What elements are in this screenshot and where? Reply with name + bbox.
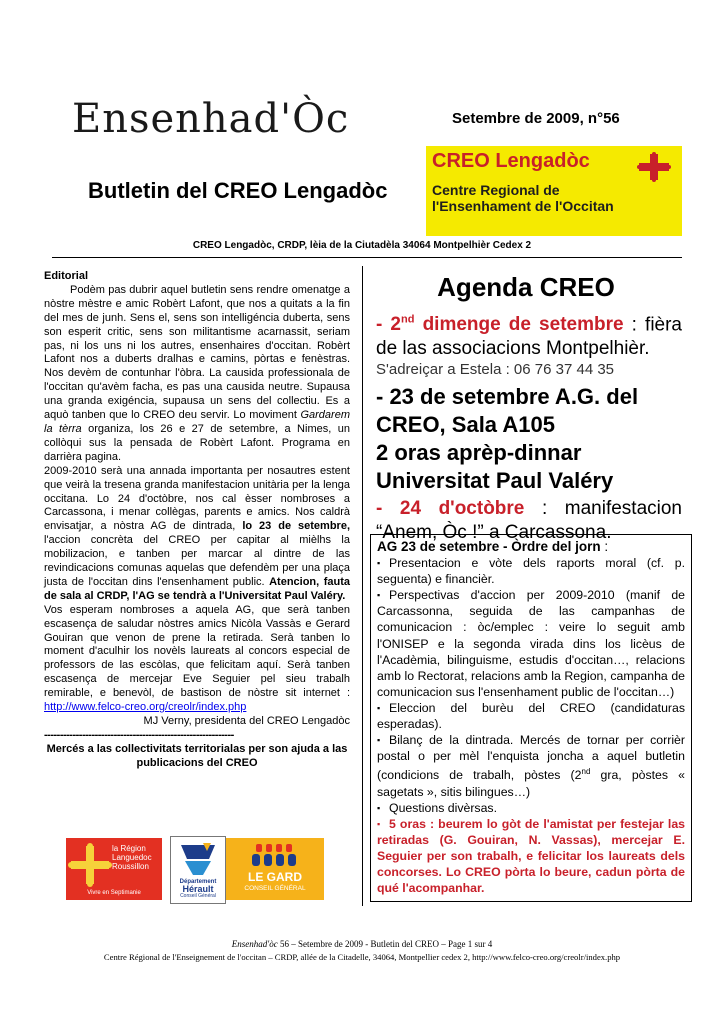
editorial-column (44, 270, 350, 771)
region-languedoc-logo (66, 838, 162, 900)
editorial-p3-text: Vos esperam nombroses a aquela AG, que serà tanben escasença de saludar nòstres amics Nicòla Vassàs e Gerard Gouiran que venon de prene la retirada. Serà tanben lo moment d'aculhir los novèls laureats al concors especial de professors de las escòlas, que felicitam aquí. Serà tanben escasença de mercejar Eve Seguier pel sieu trabalh remirable, e benevòl, de bastison de nòstre sit internet : (44, 603, 350, 700)
creo-logo (426, 146, 682, 236)
order-item-sup: nd (581, 767, 591, 777)
occitan-cross-icon (68, 842, 112, 888)
ag-location-notice: Atencion, fauta de sala al CRDP, l'AG se tendrà a l'Universitat Paul Valéry. (44, 575, 350, 602)
bulletin-title: Butletin del CREO Lengadòc (88, 178, 388, 203)
header-divider (52, 257, 682, 258)
dashed-separator: ------------------------------------------------------------ (44, 728, 234, 741)
agenda-demo-description: : manifestacion “Anem, Òc !” a Carcassona. (376, 498, 682, 544)
bullet-icon: ▪ (377, 818, 381, 829)
editorial-paragraph-1 (44, 284, 350, 465)
bullet-icon: ▪ (377, 558, 381, 569)
bullet-icon: ▪ (377, 802, 381, 813)
herault-emblem-icon (173, 839, 223, 879)
editorial-p1-end: organiza, los 26 e 27 de setembre, a Nimes, un collòqui sus la pensada de Robèrt Lafont. Programa en darrièra pagina. (44, 422, 350, 463)
agenda-list (376, 308, 682, 545)
region-line-1: la Région (112, 844, 146, 853)
occitan-cross-icon (630, 152, 678, 182)
region-line-2: Languedoc (112, 853, 152, 862)
website-link[interactable]: http://www.felco-creo.org/creolr/index.php (44, 701, 247, 714)
ag-date: lo 23 de setembre, (242, 520, 351, 533)
agenda-item-ag-time: 2 oras aprèp-dinnar Universitat Paul Valéry (376, 440, 614, 494)
editorial-paragraph-2 (44, 465, 350, 604)
le-gard-logo (226, 838, 324, 900)
creo-logo-subtitle-2: l'Ensenhament de l'Occitan (432, 198, 614, 214)
agenda-demo-date: - 24 d'octòbre (376, 498, 525, 520)
column-divider (362, 266, 363, 906)
order-item-text: 5 oras : beurem lo gòt de l'amistat per festejar las retiradas (G. Gouiran, N. Vassas), mercejar E. Seguier per son trabalh, e felicitar los laureats dels concorses. Lo CREO pòrta lo beure, cadun pòrta de qué l'acompanhar. (377, 816, 685, 896)
agenda-fair-contact: S'adreiçar a Estela : 06 76 37 44 35 (376, 361, 615, 379)
order-item-celebration (377, 816, 685, 896)
bullet-icon: ▪ (377, 702, 381, 713)
footer-address: Centre Régional de l'Enseignement de l'occitan – CRDP, allée de la Citadelle, 34064, Montpellier cedex 2, http://www.felco-creo.org/creolr/index.php (103, 952, 621, 962)
bullet-icon: ▪ (377, 590, 381, 601)
address-line: CREO Lengadòc, CRDP, lèia de la Ciutadèla 34064 Montpelhièr Cedex 2 (192, 240, 532, 251)
gard-name: LE GARD (248, 870, 302, 884)
order-item-text-end: gra, pòstes « sagetats », sitis bilingues…) (377, 768, 685, 799)
order-item-text: Perspectivas d'accion per 2009-2010 (manif de Carcassonna, seguida de las campanhas de comunicacion : òc/emplec : veire lo seguit amb l'ONISEP e la segonda virada dins los licèus de l'Acadèmia, bilinguisme, estudis d'occitan…, relacions amb lo Rectorat, relacions amb la Region, campanha de comunicacion sus l'ensenhament public de l'occitan…) (377, 588, 685, 699)
bullet-icon: ▪ (377, 735, 381, 746)
agenda-item-fair (376, 308, 682, 361)
creo-logo-name: CREO Lengadòc (432, 150, 590, 172)
footer-page-info (0, 939, 724, 949)
masthead-title: Ensenhad'Òc (72, 96, 350, 142)
region-name (112, 844, 152, 871)
order-item-text: Presentacion e vòte dels raports moral (cf. p. seguenta) e financièr. (377, 556, 685, 587)
gard-council: CONSEIL GÉNÉRAL (244, 885, 306, 892)
order-heading-colon: : (600, 539, 609, 554)
movement-name: Gardarem la tèrra (44, 409, 350, 435)
agenda-fair-date-sup: nd (401, 314, 415, 326)
dept-line-1: Département (179, 879, 217, 885)
sponsors-thanks: Mercés a las collectivitats territorialas per son ajuda a las publicacions del CREO (46, 742, 348, 769)
editorial-paragraph-3 (44, 604, 350, 715)
editorial-p2-c: l'accion concrèta del CREO per capitar al mièlhs la mobilizacion, e tanben per marcar al dintre de las revindicacions comunas aquelas que defendèm per una plaça justa de l'occitan dins l'ensenhament public. (44, 534, 350, 588)
editorial-p2-a: 2009-2010 serà una annada importanta per nosautres estent que veirà la tresena granda manifestacion unitària per la lenga occitana. Lo 24 d'octòbre, nos cal èsser nombroses a Carcassona, i menar collègas, parents e amics. Nos caldrà envisatjar, a nòstra AG de dintrada, (44, 464, 350, 533)
dept-line-3: Conseil Général (180, 893, 216, 899)
editorial-p1-text: Podèm pas dubrir aquel butletin sens rendre omenatge a nòstre mèstre e amic Robèrt Lafont, que nos a quitats a la fin del mes de junh. Sens el, sens son intelligéncia duberta, sens son esperit critic, sens son militantisme acarnassit, seriam pas, ni los uns ni los autres, ensenhaires d'occitan. Robèrt Lafont nos a duberts dralhas e camins, pòrtas e fenèstras. Nos devèm de contunhar l'òbra. La causida professionala de l'occitan qu'avèm facha, es pas una causida neutre. Supausa una granda exigéncia, supausa un sens del collectiu. Es a aquò tanben que lo CREO deu servir. Lo moviment (44, 283, 350, 422)
agenda-fair-date (376, 314, 624, 335)
order-item (377, 555, 685, 587)
order-item (377, 800, 685, 816)
agenda-fair-date-num: - 2 (376, 314, 401, 336)
footer-bulletin-name: Ensenhad'òc (231, 939, 278, 949)
creo-logo-subtitle (432, 182, 614, 214)
editorial-signature: MJ Verny, presidenta del CREO Lengadòc (143, 715, 350, 727)
department-name (173, 879, 223, 900)
order-item-text: Questions divèrsas. (389, 800, 497, 815)
agenda-fair-description: : fièra de las associacions Montpelhièr. (376, 314, 682, 360)
order-heading (377, 539, 685, 555)
order-item (377, 587, 685, 700)
order-item (377, 700, 685, 732)
agenda-title: Agenda CREO (437, 272, 615, 302)
issue-number: Setembre de 2009, n°56 (452, 110, 620, 127)
masthead-logo (72, 96, 418, 142)
order-item (377, 732, 685, 799)
order-item-text: Bilanç de la dintrada. Mercés de tornar per corrièr postal o per mèl l'enquista joncha a aquel butletin (condicions de trabalh, pòstes (2 (377, 733, 685, 783)
dept-line-2: Hérault (182, 884, 214, 894)
editorial-heading: Editorial (44, 270, 89, 282)
footer-page-number: 56 – Setembre de 2009 - Butletin del CREO – Page 1 sur 4 (279, 939, 493, 949)
agenda-order-box (370, 534, 692, 902)
creo-logo-subtitle-1: Centre Regional de (432, 182, 560, 198)
order-of-day (377, 539, 685, 896)
agenda-item-ag: - 23 de setembre A.G. del CREO, Sala A105 (376, 384, 639, 438)
region-slogan: Vivre en Septimanie (87, 890, 141, 896)
region-line-3: Roussillon (112, 862, 149, 871)
order-heading-text: AG 23 de setembre - Òrdre del jorn (377, 539, 601, 554)
agenda-fair-date-text: dimenge de setembre (422, 314, 624, 336)
herault-department-logo (170, 836, 226, 904)
order-item-text: Eleccion del burèu del CREO (candidaturas esperadas). (377, 700, 685, 732)
gard-bridge-icon (226, 840, 324, 870)
